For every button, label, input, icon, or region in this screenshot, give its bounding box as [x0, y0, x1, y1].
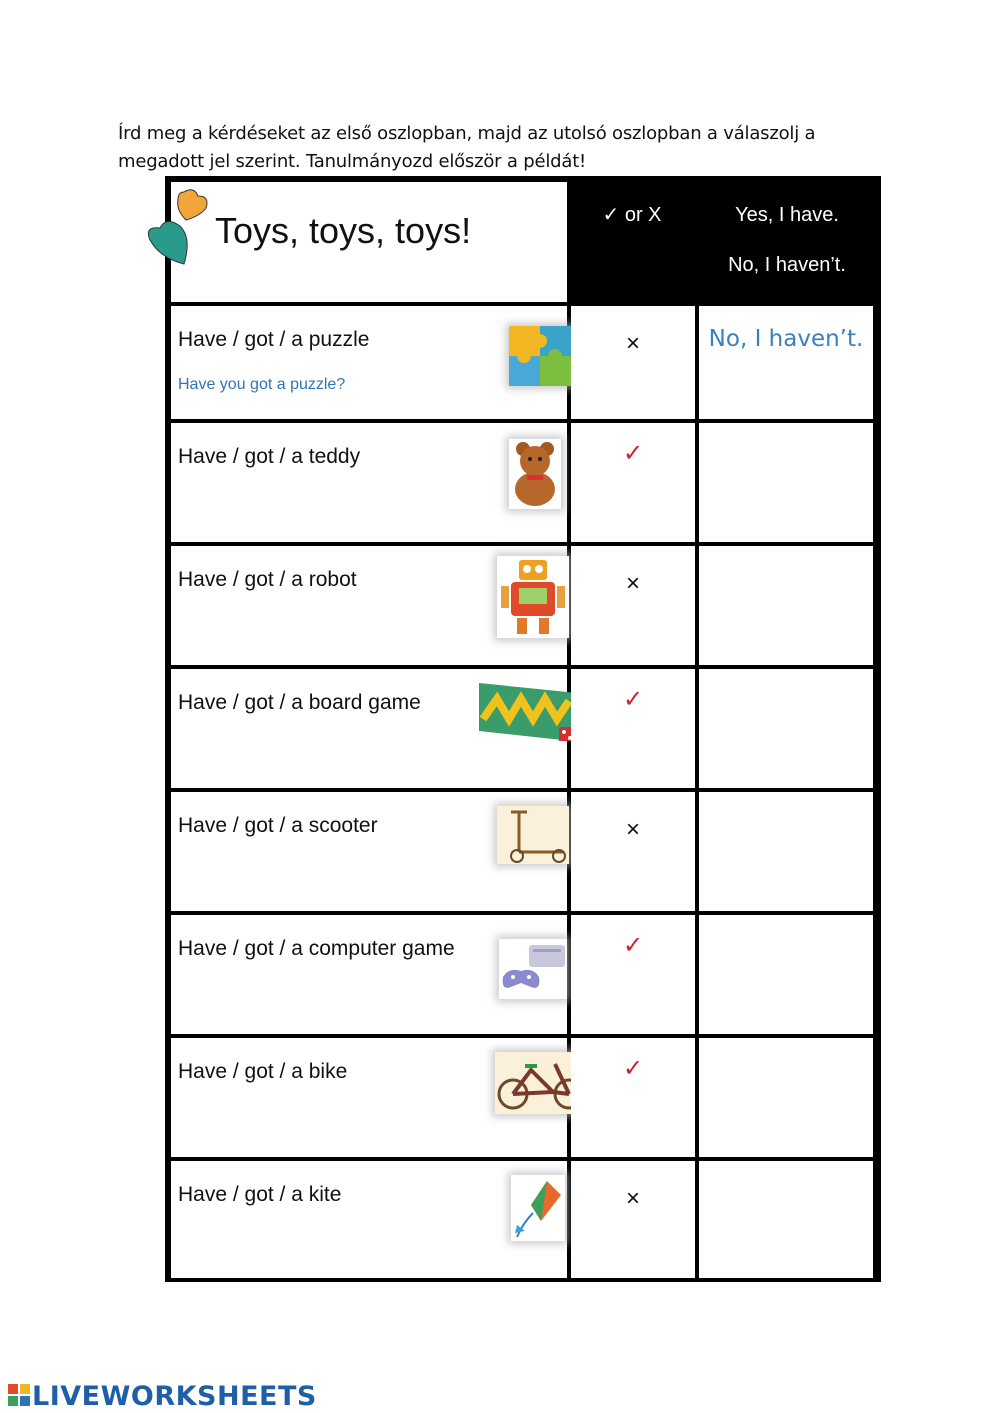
- row-1-phrase: Have / got / a puzzle: [178, 328, 370, 351]
- phrase-cell-1: [171, 306, 567, 419]
- robot-icon: [497, 556, 569, 638]
- row-2-phrase: Have / got / a teddy: [178, 445, 361, 468]
- mark-cell-3: [571, 546, 695, 665]
- answer-header-cell: [697, 180, 877, 306]
- phrase-cell-8: [171, 1161, 567, 1278]
- answer-cell-8[interactable]: [699, 1161, 873, 1278]
- check-mark: ✓: [622, 1055, 644, 1082]
- check-mark: ✓: [622, 440, 644, 467]
- phrase-cell-6: [171, 915, 567, 1034]
- mark-header: ✓ or X: [602, 204, 662, 226]
- heart-decoration-icon: [140, 186, 220, 276]
- mark-header-cell: [567, 180, 697, 306]
- mark-cell-4: [571, 669, 695, 788]
- phrase-cell-5: [171, 792, 567, 911]
- answer-cell-3[interactable]: [699, 546, 873, 665]
- mark-cell-7: [571, 1038, 695, 1157]
- mark-cell-6: [571, 915, 695, 1034]
- mark-cell-8: [571, 1161, 695, 1278]
- answer-header-yes: Yes, I have.: [735, 204, 839, 226]
- answer-cell-1[interactable]: [699, 306, 873, 419]
- cross-mark: ×: [625, 330, 640, 357]
- row-8-phrase: Have / got / a kite: [178, 1183, 342, 1206]
- toys-table: [165, 176, 881, 1282]
- phrase-cell-2: [171, 423, 567, 542]
- instructions: [118, 120, 898, 176]
- answer-cell-4[interactable]: [699, 669, 873, 788]
- instructions-line-2: megadott jel szerint. Tanulmányozd először a példát!: [118, 151, 587, 172]
- check-mark: ✓: [622, 686, 644, 713]
- answer-cell-2[interactable]: [699, 423, 873, 542]
- page-title: Toys, toys, toys!: [215, 210, 472, 251]
- game-console-icon: [499, 939, 567, 999]
- row-4-phrase: Have / got / a board game: [178, 691, 421, 714]
- phrase-cell-4: [171, 669, 567, 788]
- answer-cell-5[interactable]: [699, 792, 873, 911]
- row-1-example-question: Have you got a puzzle?: [178, 376, 346, 393]
- liveworksheets-logo-icon: [8, 1382, 30, 1413]
- check-mark: ✓: [622, 932, 644, 959]
- row-1-answer: No, I haven’t.: [708, 326, 864, 352]
- brand-name: LIVEWORKSHEETS: [32, 1381, 317, 1412]
- cross-mark: ×: [625, 1185, 640, 1212]
- row-3-phrase: Have / got / a robot: [178, 568, 357, 591]
- mark-cell-1: [571, 306, 695, 419]
- row-5-phrase: Have / got / a scooter: [178, 814, 378, 837]
- board-game-icon: [479, 679, 579, 741]
- puzzle-icon: [509, 326, 571, 386]
- row-6-phrase: Have / got / a computer game: [178, 937, 455, 960]
- kite-icon: [511, 1175, 565, 1241]
- teddy-icon: [509, 439, 561, 509]
- cross-mark: ×: [625, 816, 640, 843]
- mark-cell-2: [571, 423, 695, 542]
- answer-cell-7[interactable]: [699, 1038, 873, 1157]
- row-7-phrase: Have / got / a bike: [178, 1060, 348, 1083]
- answer-cell-6[interactable]: [699, 915, 873, 1034]
- title-cell: [171, 182, 567, 302]
- scooter-icon: [497, 806, 569, 864]
- cross-mark: ×: [625, 570, 640, 597]
- answer-header-no: No, I haven’t.: [728, 254, 846, 276]
- instructions-line-1: Írd meg a kérdéseket az első oszlopban, majd az utolsó oszlopban a válaszolj a: [118, 123, 816, 144]
- phrase-cell-3: [171, 546, 567, 665]
- phrase-cell-7: [171, 1038, 567, 1157]
- mark-cell-5: [571, 792, 695, 911]
- footer-brand: [8, 1381, 317, 1413]
